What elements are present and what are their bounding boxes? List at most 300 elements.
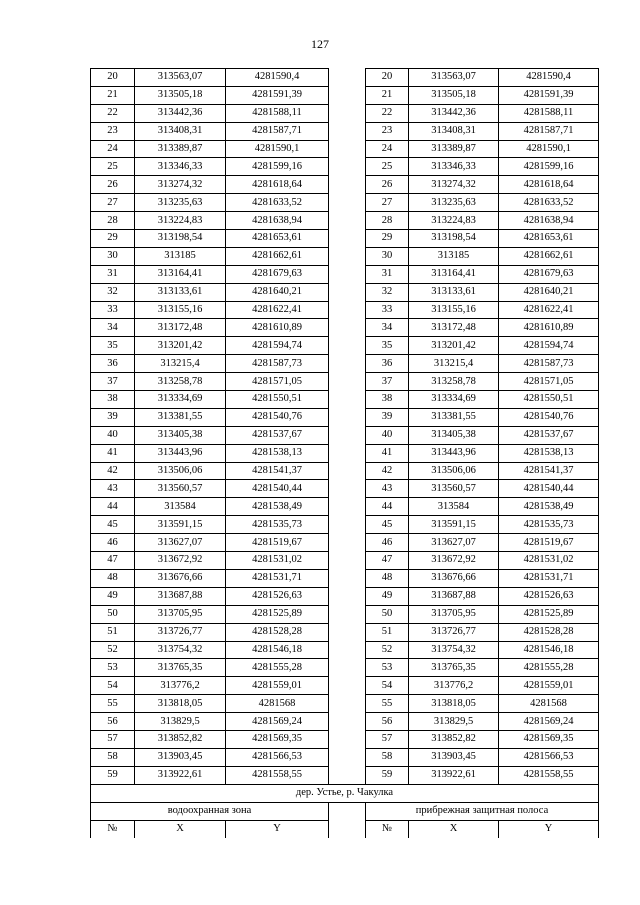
left-x-cell: 313591,15 [135,516,226,534]
left-x-cell: 313505,18 [135,86,226,104]
gap-cell [329,86,366,104]
table-row [91,498,599,516]
right-n-cell: 33 [366,301,409,319]
coordinates-rows [91,69,599,785]
right-x-cell: 313505,18 [409,86,499,104]
left-y-cell: 4281559,01 [226,677,329,695]
table-row [91,337,599,355]
left-n-cell: 45 [91,516,135,534]
table-row [91,444,599,462]
right-n-cell: 41 [366,444,409,462]
left-y-cell: 4281569,24 [226,713,329,731]
table-row [91,623,599,641]
left-x-cell: 313922,61 [135,766,226,784]
left-y-cell: 4281653,61 [226,230,329,248]
right-col-y: Y [499,820,599,838]
table-row [91,140,599,158]
right-y-cell: 4281662,61 [499,247,599,265]
right-x-cell: 313334,69 [409,391,499,409]
gap-cell [329,104,366,122]
right-x-cell: 313591,15 [409,516,499,534]
right-n-cell: 47 [366,552,409,570]
right-x-cell: 313389,87 [409,140,499,158]
right-n-cell: 29 [366,230,409,248]
left-x-cell: 313726,77 [135,623,226,641]
left-x-cell: 313672,92 [135,552,226,570]
right-y-cell: 4281587,71 [499,122,599,140]
right-x-cell: 313506,06 [409,462,499,480]
left-x-cell: 313627,07 [135,534,226,552]
settlement-title: дер. Устье, р. Чакулка [91,784,599,802]
left-n-cell: 42 [91,462,135,480]
right-n-cell: 30 [366,247,409,265]
gap-cell [329,605,366,623]
right-n-cell: 40 [366,426,409,444]
table-row [91,659,599,677]
gap-cell [329,373,366,391]
left-x-cell: 313346,33 [135,158,226,176]
right-n-cell: 50 [366,605,409,623]
gap-cell [329,552,366,570]
right-x-cell: 313224,83 [409,212,499,230]
gap-cell [329,247,366,265]
right-y-cell: 4281618,64 [499,176,599,194]
left-y-cell: 4281610,89 [226,319,329,337]
right-n-cell: 26 [366,176,409,194]
left-n-cell: 36 [91,355,135,373]
left-x-cell: 313852,82 [135,730,226,748]
left-n-cell: 57 [91,730,135,748]
right-y-cell: 4281538,49 [499,498,599,516]
gap-cell [329,176,366,194]
gap-cell [329,194,366,212]
page-number: 127 [311,37,329,51]
left-y-cell: 4281618,64 [226,176,329,194]
table-row [91,552,599,570]
left-x-cell: 313274,32 [135,176,226,194]
left-x-cell: 313381,55 [135,408,226,426]
left-x-cell: 313258,78 [135,373,226,391]
left-x-cell: 313818,05 [135,695,226,713]
table-row [91,230,599,248]
right-x-cell: 313726,77 [409,623,499,641]
table-row [91,69,599,87]
left-x-cell: 313224,83 [135,212,226,230]
right-x-cell: 313198,54 [409,230,499,248]
left-n-cell: 53 [91,659,135,677]
right-n-cell: 43 [366,480,409,498]
right-y-cell: 4281679,63 [499,265,599,283]
left-n-cell: 37 [91,373,135,391]
left-x-cell: 313164,41 [135,265,226,283]
gap-cell [329,820,366,838]
right-x-cell: 313852,82 [409,730,499,748]
left-n-cell: 41 [91,444,135,462]
right-n-cell: 55 [366,695,409,713]
gap-cell [329,677,366,695]
left-y-cell: 4281526,63 [226,587,329,605]
gap-cell [329,534,366,552]
right-x-cell: 313274,32 [409,176,499,194]
right-zone-title: прибрежная защитная полоса [366,802,599,820]
right-n-cell: 49 [366,587,409,605]
table-row [91,480,599,498]
left-x-cell: 313560,57 [135,480,226,498]
table-row [91,158,599,176]
left-n-cell: 20 [91,69,135,87]
right-n-cell: 58 [366,748,409,766]
left-y-cell: 4281590,4 [226,69,329,87]
gap-cell [329,355,366,373]
table-row [91,677,599,695]
left-col-n: № [91,820,135,838]
right-n-cell: 42 [366,462,409,480]
left-n-cell: 26 [91,176,135,194]
table-row [91,122,599,140]
left-x-cell: 313405,38 [135,426,226,444]
right-x-cell: 313215,4 [409,355,499,373]
gap-cell [329,122,366,140]
right-x-cell: 313563,07 [409,69,499,87]
right-y-cell: 4281525,89 [499,605,599,623]
left-x-cell: 313903,45 [135,748,226,766]
left-n-cell: 56 [91,713,135,731]
right-y-cell: 4281610,89 [499,319,599,337]
right-x-cell: 313560,57 [409,480,499,498]
left-x-cell: 313389,87 [135,140,226,158]
right-y-cell: 4281519,67 [499,534,599,552]
left-x-cell: 313705,95 [135,605,226,623]
right-y-cell: 4281591,39 [499,86,599,104]
left-y-cell: 4281569,35 [226,730,329,748]
left-n-cell: 28 [91,212,135,230]
right-x-cell: 313443,96 [409,444,499,462]
right-y-cell: 4281622,41 [499,301,599,319]
left-y-cell: 4281540,44 [226,480,329,498]
left-x-cell: 313185 [135,247,226,265]
table-row [91,319,599,337]
right-x-cell: 313164,41 [409,265,499,283]
left-x-cell: 313201,42 [135,337,226,355]
right-x-cell: 313258,78 [409,373,499,391]
right-n-cell: 20 [366,69,409,87]
right-n-cell: 34 [366,319,409,337]
left-n-cell: 51 [91,623,135,641]
left-y-cell: 4281537,67 [226,426,329,444]
left-n-cell: 29 [91,230,135,248]
left-x-cell: 313442,36 [135,104,226,122]
right-x-cell: 313584 [409,498,499,516]
right-y-cell: 4281568 [499,695,599,713]
left-x-cell: 313133,61 [135,283,226,301]
right-x-cell: 313408,31 [409,122,499,140]
left-y-cell: 4281538,49 [226,498,329,516]
left-x-cell: 313408,31 [135,122,226,140]
right-y-cell: 4281535,73 [499,516,599,534]
right-x-cell: 313776,2 [409,677,499,695]
right-y-cell: 4281653,61 [499,230,599,248]
left-y-cell: 4281541,37 [226,462,329,480]
left-y-cell: 4281538,13 [226,444,329,462]
gap-cell [329,748,366,766]
gap-cell [329,283,366,301]
right-y-cell: 4281599,16 [499,158,599,176]
right-x-cell: 313133,61 [409,283,499,301]
gap-cell [329,623,366,641]
right-n-cell: 45 [366,516,409,534]
left-n-cell: 40 [91,426,135,444]
right-y-cell: 4281569,24 [499,713,599,731]
left-n-cell: 21 [91,86,135,104]
gap-cell [329,802,366,820]
left-x-cell: 313829,5 [135,713,226,731]
right-x-cell: 313405,38 [409,426,499,444]
right-n-cell: 22 [366,104,409,122]
table-row [91,730,599,748]
right-y-cell: 4281540,44 [499,480,599,498]
left-n-cell: 23 [91,122,135,140]
table-row [91,695,599,713]
right-x-cell: 313185 [409,247,499,265]
gap-cell [329,462,366,480]
left-y-cell: 4281540,76 [226,408,329,426]
table-row [91,748,599,766]
gap-cell [329,301,366,319]
right-n-cell: 48 [366,569,409,587]
zone-header-row [91,802,599,820]
left-y-cell: 4281587,73 [226,355,329,373]
right-y-cell: 4281590,4 [499,69,599,87]
right-y-cell: 4281588,11 [499,104,599,122]
gap-cell [329,569,366,587]
left-y-cell: 4281599,16 [226,158,329,176]
gap-cell [329,319,366,337]
table-row [91,534,599,552]
left-y-cell: 4281555,28 [226,659,329,677]
gap-cell [329,516,366,534]
left-y-cell: 4281591,39 [226,86,329,104]
left-n-cell: 35 [91,337,135,355]
right-x-cell: 313754,32 [409,641,499,659]
table-row [91,391,599,409]
gap-cell [329,659,366,677]
gap-cell [329,713,366,731]
left-n-cell: 31 [91,265,135,283]
right-x-cell: 313765,35 [409,659,499,677]
table-row [91,247,599,265]
right-y-cell: 4281638,94 [499,212,599,230]
left-y-cell: 4281594,74 [226,337,329,355]
left-x-cell: 313687,88 [135,587,226,605]
left-y-cell: 4281550,51 [226,391,329,409]
column-header-row [91,820,599,838]
right-n-cell: 35 [366,337,409,355]
left-col-y: Y [226,820,329,838]
right-x-cell: 313829,5 [409,713,499,731]
left-n-cell: 32 [91,283,135,301]
right-col-n: № [366,820,409,838]
left-y-cell: 4281590,1 [226,140,329,158]
gap-cell [329,230,366,248]
right-x-cell: 313201,42 [409,337,499,355]
right-n-cell: 39 [366,408,409,426]
right-y-cell: 4281571,05 [499,373,599,391]
table-row [91,355,599,373]
right-y-cell: 4281546,18 [499,641,599,659]
gap-cell [329,140,366,158]
left-x-cell: 313563,07 [135,69,226,87]
right-x-cell: 313235,63 [409,194,499,212]
left-y-cell: 4281622,41 [226,301,329,319]
gap-cell [329,391,366,409]
gap-cell [329,480,366,498]
left-n-cell: 47 [91,552,135,570]
right-n-cell: 38 [366,391,409,409]
table-row [91,587,599,605]
table-row [91,265,599,283]
right-y-cell: 4281559,01 [499,677,599,695]
right-y-cell: 4281587,73 [499,355,599,373]
right-n-cell: 27 [366,194,409,212]
gap-cell [329,695,366,713]
coordinates-table [90,68,599,838]
table-row [91,212,599,230]
right-x-cell: 313155,16 [409,301,499,319]
left-y-cell: 4281587,71 [226,122,329,140]
right-y-cell: 4281590,1 [499,140,599,158]
table-row [91,713,599,731]
left-x-cell: 313172,48 [135,319,226,337]
left-y-cell: 4281679,63 [226,265,329,283]
right-x-cell: 313676,66 [409,569,499,587]
right-y-cell: 4281537,67 [499,426,599,444]
left-x-cell: 313443,96 [135,444,226,462]
left-n-cell: 33 [91,301,135,319]
left-y-cell: 4281531,71 [226,569,329,587]
right-col-x: X [409,820,499,838]
right-x-cell: 313672,92 [409,552,499,570]
left-x-cell: 313334,69 [135,391,226,409]
left-zone-title: водоохранная зона [91,802,329,820]
left-x-cell: 313235,63 [135,194,226,212]
left-n-cell: 30 [91,247,135,265]
gap-cell [329,730,366,748]
right-n-cell: 37 [366,373,409,391]
gap-cell [329,337,366,355]
gap-cell [329,265,366,283]
right-n-cell: 52 [366,641,409,659]
settlement-title-row [91,784,599,802]
left-x-cell: 313584 [135,498,226,516]
left-x-cell: 313776,2 [135,677,226,695]
left-x-cell: 313155,16 [135,301,226,319]
right-y-cell: 4281640,21 [499,283,599,301]
left-n-cell: 59 [91,766,135,784]
right-y-cell: 4281558,55 [499,766,599,784]
gap-cell [329,408,366,426]
left-x-cell: 313215,4 [135,355,226,373]
table-row [91,373,599,391]
left-y-cell: 4281640,21 [226,283,329,301]
table-row [91,104,599,122]
right-x-cell: 313172,48 [409,319,499,337]
left-n-cell: 48 [91,569,135,587]
right-n-cell: 53 [366,659,409,677]
left-col-x: X [135,820,226,838]
right-n-cell: 21 [366,86,409,104]
right-x-cell: 313687,88 [409,587,499,605]
left-n-cell: 44 [91,498,135,516]
table-row [91,426,599,444]
table-row [91,766,599,784]
table-row [91,569,599,587]
table-row [91,408,599,426]
left-n-cell: 52 [91,641,135,659]
left-n-cell: 54 [91,677,135,695]
right-x-cell: 313818,05 [409,695,499,713]
left-y-cell: 4281525,89 [226,605,329,623]
left-n-cell: 50 [91,605,135,623]
gap-cell [329,498,366,516]
gap-cell [329,766,366,784]
left-y-cell: 4281528,28 [226,623,329,641]
gap-cell [329,587,366,605]
left-y-cell: 4281662,61 [226,247,329,265]
left-y-cell: 4281531,02 [226,552,329,570]
left-y-cell: 4281558,55 [226,766,329,784]
left-n-cell: 43 [91,480,135,498]
gap-cell [329,158,366,176]
right-n-cell: 23 [366,122,409,140]
table-row [91,301,599,319]
left-y-cell: 4281535,73 [226,516,329,534]
right-n-cell: 24 [366,140,409,158]
right-n-cell: 31 [366,265,409,283]
left-n-cell: 55 [91,695,135,713]
left-n-cell: 38 [91,391,135,409]
left-y-cell: 4281519,67 [226,534,329,552]
gap-cell [329,444,366,462]
left-x-cell: 313198,54 [135,230,226,248]
right-y-cell: 4281555,28 [499,659,599,677]
left-n-cell: 49 [91,587,135,605]
right-n-cell: 56 [366,713,409,731]
right-x-cell: 313381,55 [409,408,499,426]
right-y-cell: 4281541,37 [499,462,599,480]
table-row [91,462,599,480]
left-y-cell: 4281568 [226,695,329,713]
right-y-cell: 4281550,51 [499,391,599,409]
right-n-cell: 54 [366,677,409,695]
table-row [91,641,599,659]
right-y-cell: 4281526,63 [499,587,599,605]
table-row [91,283,599,301]
right-y-cell: 4281531,71 [499,569,599,587]
right-n-cell: 36 [366,355,409,373]
left-y-cell: 4281571,05 [226,373,329,391]
right-y-cell: 4281569,35 [499,730,599,748]
table-row [91,194,599,212]
left-x-cell: 313754,32 [135,641,226,659]
left-y-cell: 4281633,52 [226,194,329,212]
right-x-cell: 313903,45 [409,748,499,766]
right-n-cell: 44 [366,498,409,516]
left-n-cell: 25 [91,158,135,176]
right-x-cell: 313627,07 [409,534,499,552]
gap-cell [329,212,366,230]
left-x-cell: 313506,06 [135,462,226,480]
left-y-cell: 4281546,18 [226,641,329,659]
